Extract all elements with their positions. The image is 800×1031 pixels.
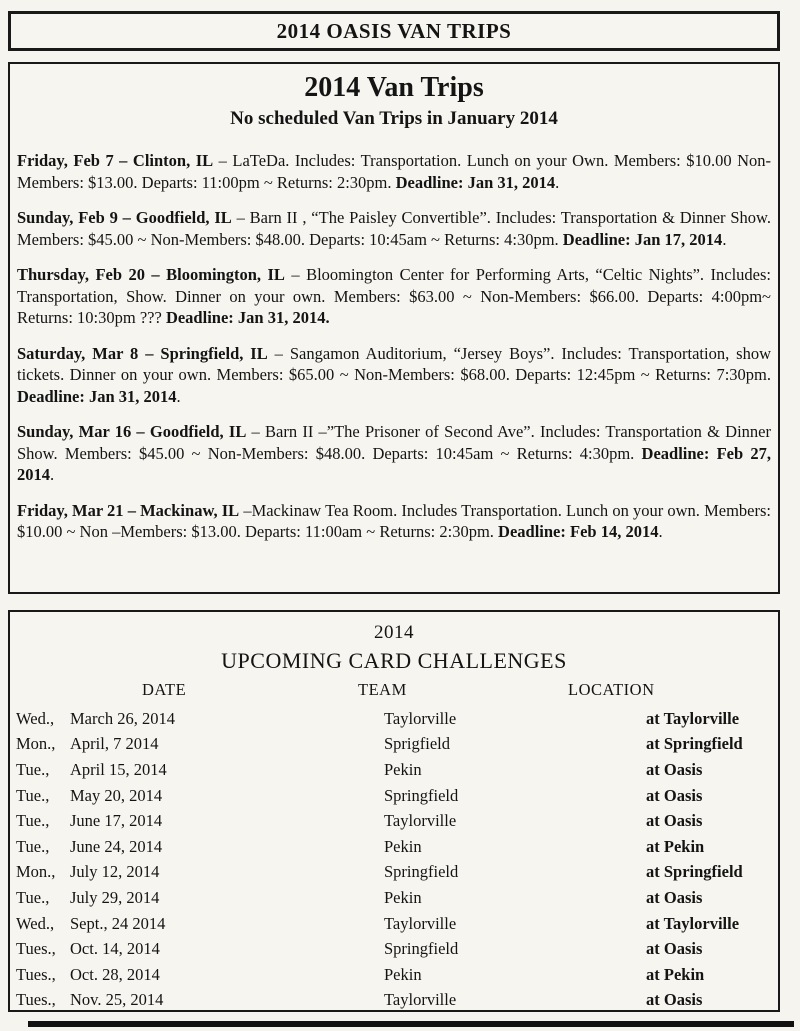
trip-bold-text: Sunday, Mar 16 – Goodfield, IL	[17, 422, 247, 441]
challenge-row	[10, 808, 778, 834]
challenge-row	[10, 757, 778, 783]
challenge-location: at Oasis	[646, 939, 703, 959]
challenge-location: at Oasis	[646, 990, 703, 1010]
challenge-day: Mon.,	[16, 734, 56, 754]
trip-text: –Mackinaw Tea Room. Includes Transportation. Lunch on your own. Members: $10.00 ~ Non –Members: $13.00. Departs: 11:00am ~ Returns: 2:30pm.	[17, 500, 771, 541]
trip-entry	[17, 264, 771, 329]
trip-bold-text: Deadline: Jan 31, 2014	[17, 386, 177, 406]
challenge-date: March 26, 2014	[70, 708, 175, 728]
challenge-location: at Taylorville	[646, 913, 740, 933]
challenge-location: at Pekin	[646, 836, 705, 856]
trip-bold-text: Friday, Feb 7 – Clinton, IL	[17, 151, 214, 170]
challenge-location: at Springfield	[646, 734, 743, 754]
column-header-location: LOCATION	[568, 680, 655, 699]
challenge-day: Wed.,	[16, 708, 55, 728]
trip-bold-text: Deadline: Jan 17, 2014	[562, 229, 723, 249]
challenge-team: Springfield	[384, 862, 459, 882]
trip-bold-text: Deadline: Jan 31, 2014	[395, 172, 556, 192]
van-trips-subtitle: No scheduled Van Trips in January 2014	[230, 108, 558, 129]
trip-text: .	[658, 522, 663, 541]
challenge-row	[10, 911, 778, 937]
challenge-row	[10, 988, 778, 1014]
trip-list	[17, 150, 771, 543]
trip-entry	[17, 207, 771, 250]
trip-text: .	[50, 465, 55, 484]
challenge-day: Wed.,	[16, 913, 55, 933]
trip-entry	[17, 343, 771, 408]
trip-bold-text: Deadline: Jan 31, 2014.	[165, 308, 330, 327]
header-box	[8, 11, 780, 51]
challenge-team: Taylorville	[384, 990, 457, 1010]
challenge-day: Tue.,	[16, 811, 50, 831]
van-trips-box	[8, 62, 780, 594]
challenge-team: Taylorville	[384, 913, 457, 933]
trip-bold-text: Saturday, Mar 8 – Springfield, IL	[17, 343, 268, 363]
trip-bold-text: Thursday, Feb 20 – Bloomington, IL	[17, 265, 285, 284]
challenge-team: Springfield	[384, 785, 459, 805]
trip-text: .	[176, 386, 181, 406]
challenge-team: Sprigfield	[384, 734, 450, 754]
challenge-day: Tue.,	[16, 759, 50, 779]
trip-bold-text: Deadline: Feb 14, 2014	[498, 522, 659, 541]
challenge-date: June 24, 2014	[70, 836, 163, 856]
challenge-day: Tue.,	[16, 836, 50, 856]
challenge-date: June 17, 2014	[70, 811, 163, 831]
challenge-rows	[10, 706, 778, 1013]
challenge-row	[10, 706, 778, 732]
challenge-location: at Oasis	[646, 811, 703, 831]
challenge-date: Sept., 24 2014	[70, 913, 166, 933]
challenge-date: April 15, 2014	[70, 759, 167, 779]
challenge-row	[10, 885, 778, 911]
challenges-year: 2014	[374, 622, 414, 643]
challenge-team: Taylorville	[384, 811, 457, 831]
challenge-date: July 29, 2014	[70, 887, 160, 907]
column-header-date: DATE	[142, 680, 187, 699]
challenge-day: Tues.,	[16, 964, 56, 984]
page-title: 2014 OASIS VAN TRIPS	[276, 18, 512, 43]
trip-entry	[17, 500, 771, 543]
challenge-row	[10, 834, 778, 860]
challenge-team: Taylorville	[384, 708, 457, 728]
challenge-row	[10, 860, 778, 886]
challenge-day: Tue.,	[16, 887, 50, 907]
card-challenges-box	[8, 610, 780, 1012]
challenge-location: at Oasis	[646, 785, 703, 805]
challenge-day: Tue.,	[16, 785, 50, 805]
trip-text: – Sangamon Auditorium, “Jersey Boys”. Includes: Transportation, show tickets. Dinner on your own. Members: $65.00 ~ Non-Members: $68.00. Departs: 12:45pm ~ Returns: 7:30pm.	[17, 343, 771, 384]
trip-entry	[17, 421, 771, 486]
challenge-date: Oct. 14, 2014	[70, 939, 160, 959]
challenge-row	[10, 732, 778, 758]
trip-text: – Barn II , “The Paisley Convertible”. Includes: Transportation & Dinner Show. Members: $45.00 ~ Non-Members: $48.00. Departs: 10:45am ~ Returns: 4:30pm.	[17, 208, 772, 249]
challenge-location: at Taylorville	[646, 708, 740, 728]
trip-entry	[17, 150, 771, 193]
challenges-header-row	[10, 680, 778, 706]
trip-text: .	[722, 229, 727, 249]
challenge-location: at Oasis	[646, 759, 703, 779]
challenge-row	[10, 962, 778, 988]
challenge-day: Tues.,	[16, 939, 56, 959]
challenge-day: Mon.,	[16, 862, 56, 882]
challenge-team: Springfield	[384, 939, 459, 959]
challenge-date: Nov. 25, 2014	[70, 990, 164, 1010]
trip-bold-text: Sunday, Feb 9 – Goodfield, IL	[17, 208, 232, 227]
trip-bold-text: Deadline: Feb 27, 2014	[17, 443, 771, 484]
challenge-location: at Pekin	[646, 964, 705, 984]
challenge-row	[10, 936, 778, 962]
trip-text: – Barn II –”The Prisoner of Second Ave”. Includes: Transportation & Dinner Show. Members: $45.00 ~ Non-Members: $48.00. Departs: 10:45am ~ Returns: 4:30pm.	[17, 422, 771, 463]
column-header-team: TEAM	[358, 680, 407, 699]
challenge-location: at Oasis	[646, 887, 703, 907]
challenge-day: Tues.,	[16, 990, 56, 1010]
challenge-team: Pekin	[384, 964, 422, 984]
trip-text: – LaTeDa. Includes: Transportation. Lunch on your Own. Members: $10.00 Non-Members: $13.00. Departs: 11:00pm ~ Returns: 2:30pm.	[17, 151, 771, 192]
challenge-date: July 12, 2014	[70, 862, 160, 882]
next-box-edge	[28, 1021, 794, 1027]
challenge-date: May 20, 2014	[70, 785, 163, 805]
challenge-date: April, 7 2014	[70, 734, 159, 754]
challenge-date: Oct. 28, 2014	[70, 964, 160, 984]
trip-bold-text: Friday, Mar 21 – Mackinaw, IL	[17, 500, 240, 520]
trip-text: – Bloomington Center for Performing Arts, “Celtic Nights”. Includes: Transportation, Show. Dinner on your own. Members: $63.00 ~ Non-Members: $66.00. Departs: 4:00pm~ Returns: 10:30pm ???	[17, 265, 771, 327]
challenges-title: UPCOMING CARD CHALLENGES	[221, 648, 567, 673]
challenge-team: Pekin	[384, 887, 422, 907]
trip-text: .	[555, 172, 560, 192]
challenge-team: Pekin	[384, 759, 422, 779]
challenge-row	[10, 783, 778, 809]
van-trips-title: 2014 Van Trips	[304, 72, 484, 103]
challenge-team: Pekin	[384, 836, 422, 856]
challenge-location: at Springfield	[646, 862, 743, 882]
